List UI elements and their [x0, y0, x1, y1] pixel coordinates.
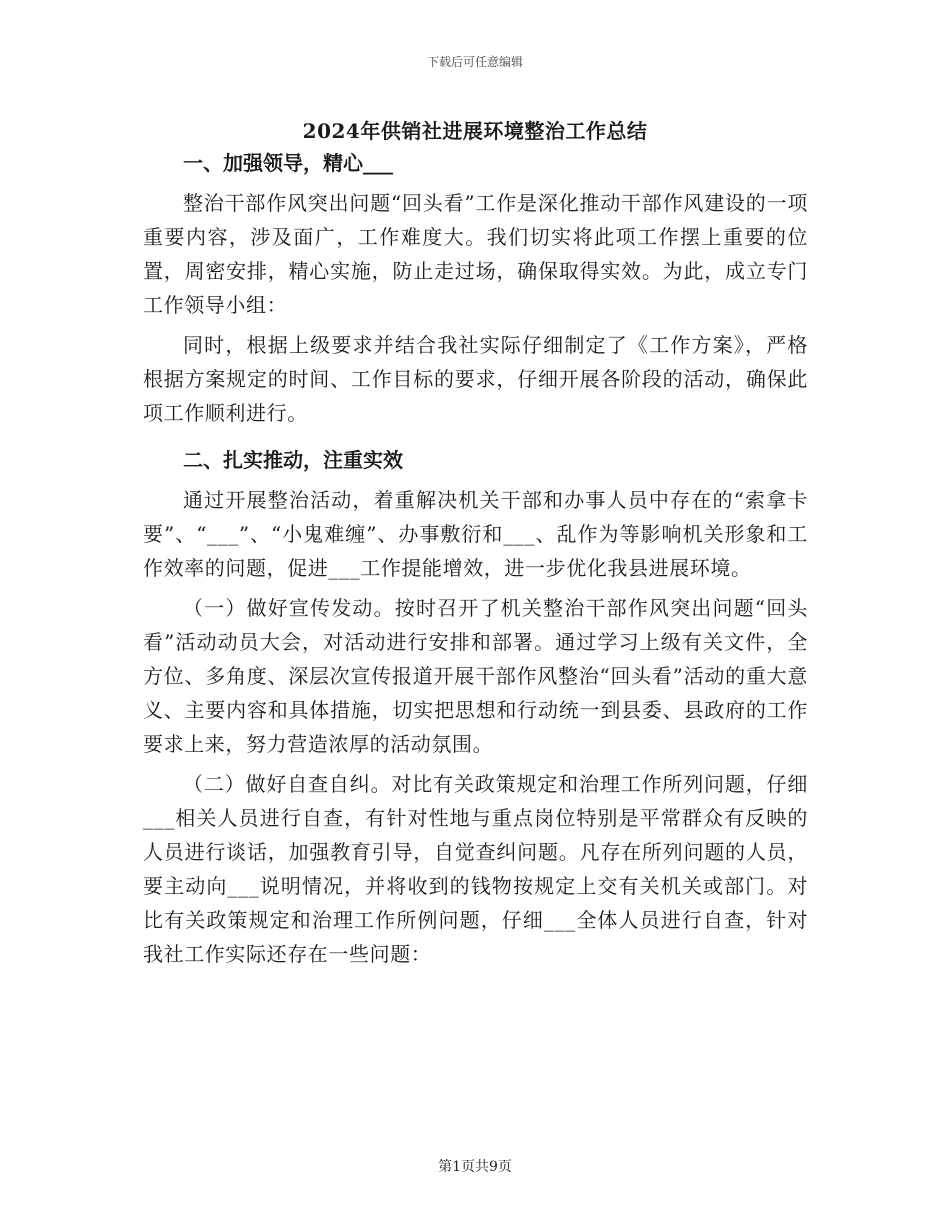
paragraph: （一）做好宣传发动。按时召开了机关整治干部作风突出问题“回头看”活动动员大会，对活动进行安排和部署。通过学习上级有关文件，全方位、多角度、深层次宣传报道开展干部作风整治“回头看”活动的重大意义、主要内容和具体措施，切实把思想和行动统一到县委、县政府的工作要求上来，努力营造浓厚的活动氛围。 [143, 596, 808, 756]
section-2 [143, 444, 808, 971]
section-1 [143, 147, 808, 430]
paragraph: （二）做好自查自纠。对比有关政策规定和治理工作所列问题，仔细___相关人员进行自查，有针对性地与重点岗位特别是平常群众有反映的人员进行谈话，加强教育引导，自觉查纠问题。凡存在所列问题的人员，要主动向___说明情况，并将收到的钱物按规定上交有关机关或部门。对比有关政策规定和治理工作所例问题，仔细___全体人员进行自查，针对我社工作实际还存在一些问题： [143, 772, 808, 966]
page-footer: 第1页共9页 [438, 1159, 512, 1175]
paragraph: 整治干部作风突出问题“回头看”工作是深化推动干部作风建设的一项重要内容，涉及面广，工作难度大。我们切实将此项工作摆上重要的位置，周密安排，精心实施，防止走过场，确保取得实效。为此，成立专门工作领导小组： [143, 191, 808, 317]
document-body [143, 147, 808, 977]
document-title: 2024年供销社进展环境整治工作总结 [302, 119, 648, 143]
header-note: 下载后可任意编辑 [426, 55, 523, 69]
paragraph: 通过开展整治活动，着重解决机关干部和办事人员中存在的“索拿卡要”、“___”、“小鬼难缠”、办事敷衍和___、乱作为等影响机关形象和工作效率的问题，促进___工作提能增效，进一步优化我县进展环境。 [143, 488, 808, 580]
paragraph: 同时，根据上级要求并结合我社实际仔细制定了《工作方案》，严格根据方案规定的时间、工作目标的要求，仔细开展各阶段的活动，确保此项工作顺利进行。 [143, 333, 808, 425]
section-heading: 一、加强领导，精心___ [183, 151, 393, 175]
section-heading: 二、扎实推动，注重实效 [183, 448, 403, 472]
